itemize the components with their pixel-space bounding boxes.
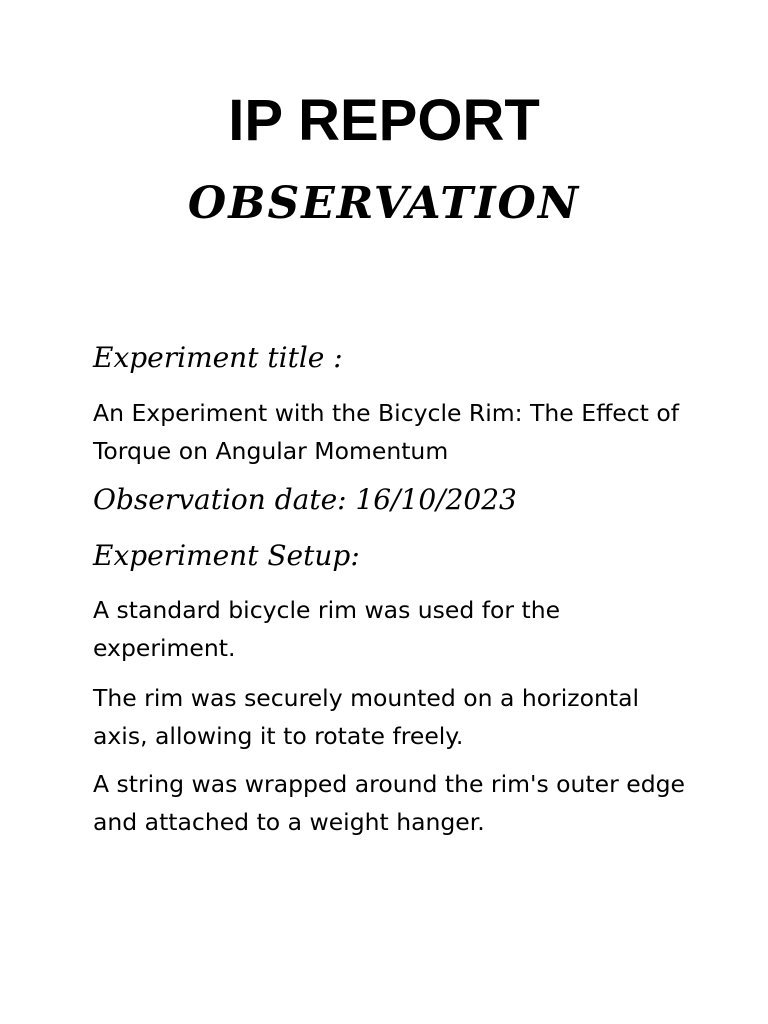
experiment-title-text: An Experiment with the Bicycle Rim: The Effect of Torque on Angular Momentum xyxy=(93,399,679,465)
section-heading-observation: OBSERVATION xyxy=(187,178,581,229)
report-title: IP REPORT xyxy=(228,88,540,153)
observation-date: Observation date: 16/10/2023 xyxy=(93,483,517,516)
experiment-setup-label: Experiment Setup: xyxy=(93,539,360,572)
setup-paragraph: The rim was securely mounted on a horizontal axis, allowing it to rotate freely. xyxy=(93,684,640,750)
setup-paragraph: A string was wrapped around the rim's outer edge and attached to a weight hanger. xyxy=(93,770,685,836)
experiment-title-label: Experiment title : xyxy=(93,341,343,374)
setup-paragraph: A standard bicycle rim was used for the experiment. xyxy=(93,596,561,662)
